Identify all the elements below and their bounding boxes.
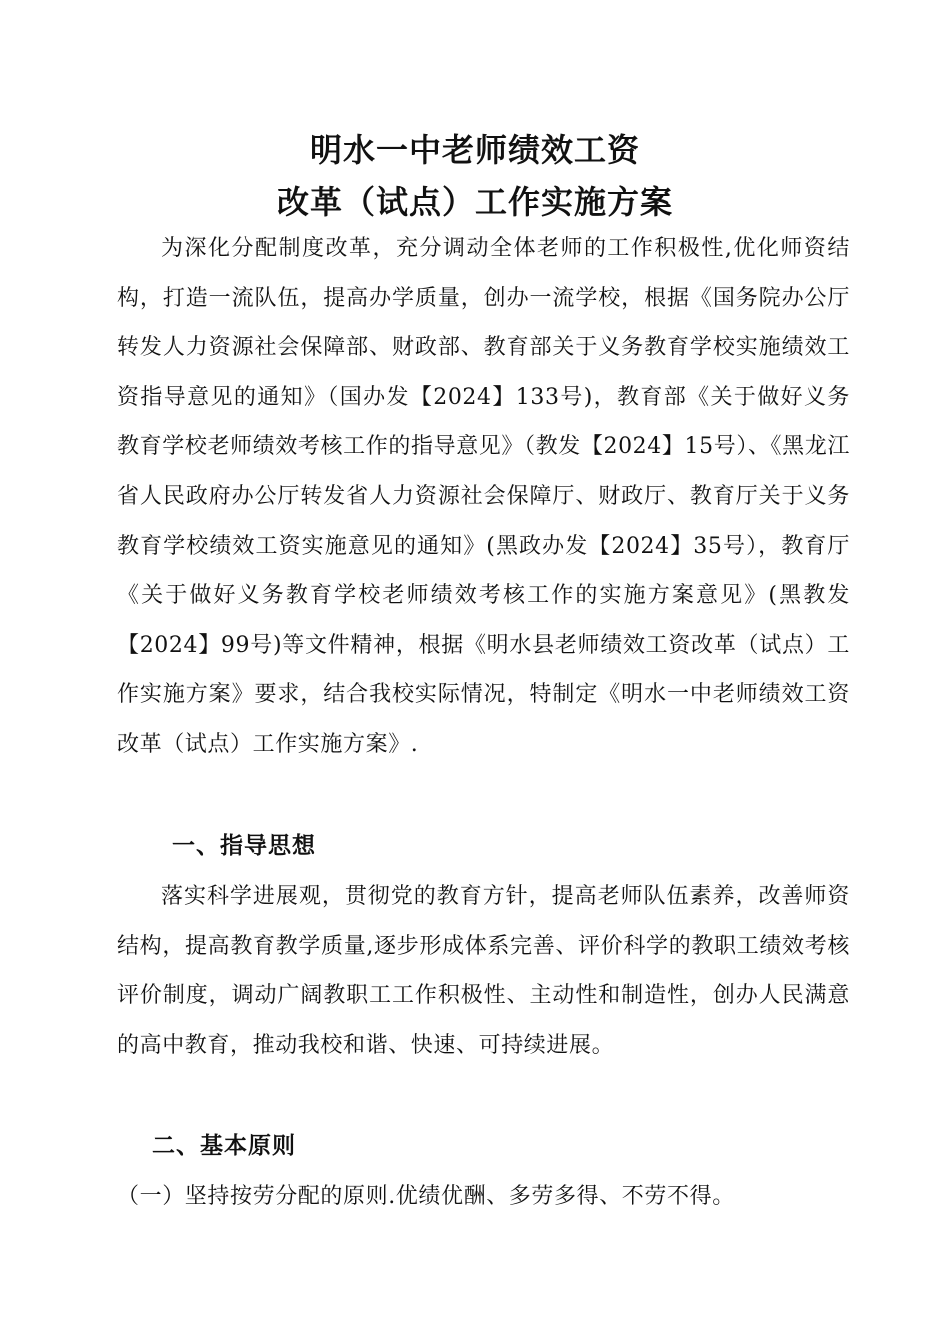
principle-item-1: （一）坚持按劳分配的原则.优绩优酬、多劳多得、不劳不得。 <box>117 1184 735 1209</box>
document-title-line-2: 改革（试点）工作实施方案 <box>276 183 673 221</box>
section-heading-basic-principles: 二、基本原则 <box>152 1133 296 1159</box>
section-heading-guiding-ideology: 一、指导思想 <box>172 833 316 859</box>
guiding-ideology-paragraph: 落实科学进展观，贯彻党的教育方针，提高老师队伍素养，改善师资结构，提高教育教学质量,逐步形成体系完善、评价科学的教职工绩效考核评价制度，调动广阔教职工工作积极性、主动性和制造性，创办人民满意的高中教育，推动我校和谐、快速、可持续进展。 <box>117 884 850 1058</box>
document-title-line-1: 明水一中老师绩效工资 <box>309 131 640 169</box>
intro-paragraph: 为深化分配制度改革，充分调动全体老师的工作积极性,优化师资结构，打造一流队伍，提高办学质量，创办一流学校，根据《国务院办公厅转发人力资源社会保障部、财政部、教育部关于义务教育学校实施绩效工资指导意见的通知》（国办发【2024】133号)，教育部《关于做好义务教育学校老师绩效考核工作的指导意见》（教发【2024】15号）、《黑龙江省人民政府办公厅转发省人力资源社会保障厅、财政厅、教育厅关于义务教育学校绩效工资实施意见的通知》(黑政办发【2024】35号），教育厅《关于做好义务教育学校老师绩效考核工作的实施方案意见》(黑教发【2024】99号)等文件精神，根据《明水县老师绩效工资改革（试点）工作实施方案》要求，结合我校实际情况，特制定《明水一中老师绩效工资改革（试点）工作实施方案》. <box>117 236 850 757</box>
